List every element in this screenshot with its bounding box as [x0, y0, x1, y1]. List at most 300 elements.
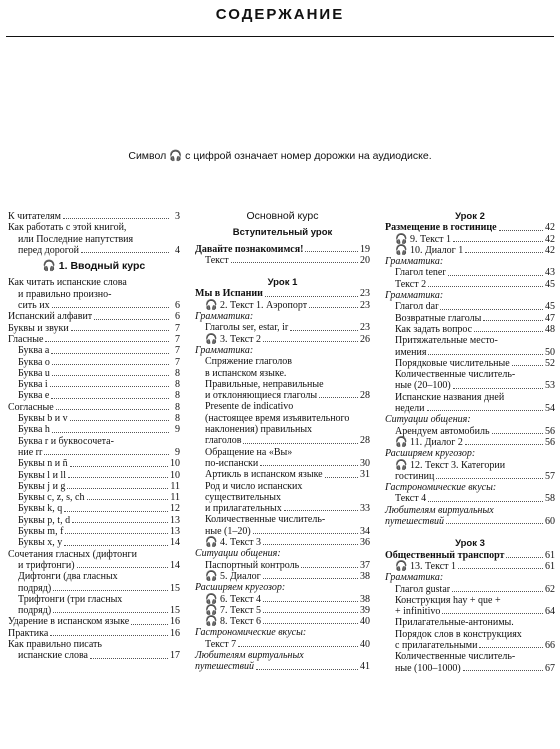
page-number: 23	[360, 288, 370, 300]
toc-entry[interactable]	[385, 482, 555, 493]
toc-entry[interactable]	[8, 402, 180, 413]
toc-entry[interactable]	[8, 650, 180, 661]
toc-entry[interactable]	[195, 650, 370, 661]
dot-leader	[50, 635, 168, 636]
toc-entry[interactable]	[195, 548, 370, 559]
toc-entry[interactable]	[195, 345, 370, 356]
toc-entry[interactable]	[385, 561, 555, 572]
toc-entry-title: Грамматика:	[385, 290, 444, 302]
toc-entry-title: Количественные числитель-	[395, 651, 516, 663]
page-number: 43	[545, 267, 555, 279]
toc-entry-title: по-испански	[205, 457, 259, 469]
toc-entry[interactable]	[195, 661, 370, 672]
toc-entry-title: Буквы c, z, s, ch	[18, 492, 85, 504]
toc-entry[interactable]	[195, 560, 370, 571]
toc-entry[interactable]	[385, 493, 555, 504]
dot-leader	[265, 296, 358, 297]
toc-entry[interactable]	[195, 300, 370, 311]
dot-leader	[512, 365, 543, 366]
toc-entry-title: Буквы и звуки	[8, 322, 69, 334]
toc-entry[interactable]	[385, 414, 555, 425]
toc-entry[interactable]	[385, 437, 555, 448]
toc-entry-title: Испанский алфавит	[8, 311, 93, 323]
page-number: 23	[360, 299, 370, 311]
page-number: 60	[545, 516, 555, 528]
toc-entry-title: Как правильно писать	[8, 638, 102, 650]
toc-entry-title: 🎧 2. Текст 1. Аэропорт	[205, 299, 308, 311]
toc-entry[interactable]	[8, 628, 180, 639]
page-number: 11	[170, 492, 180, 504]
dot-leader	[51, 353, 169, 354]
page-number: 42	[545, 222, 555, 234]
dot-leader	[474, 331, 543, 332]
page-number: 7	[175, 333, 180, 345]
toc-entry[interactable]	[195, 605, 370, 616]
toc-entry-title: Presente de indicativo	[205, 401, 294, 413]
toc-entry-title: Гласные	[8, 333, 44, 345]
toc-entry[interactable]	[195, 594, 370, 605]
page-number: 7	[175, 345, 180, 357]
toc-entry-title: 🎧 8. Текст 6	[205, 616, 262, 628]
dot-leader	[465, 252, 543, 253]
toc-entry-title: Буквы j и g	[18, 480, 66, 492]
page-number: 61	[545, 560, 555, 572]
toc-entry-title: Обращение на «Вы»	[205, 446, 293, 458]
toc-entry-title: Буква h	[18, 424, 50, 436]
toc-entry[interactable]	[195, 255, 370, 266]
toc-entry[interactable]	[385, 245, 555, 256]
toc-entry-title: Дифтонги (два гласных	[18, 571, 118, 583]
toc-entry[interactable]	[8, 390, 180, 401]
dot-leader	[428, 354, 543, 355]
toc-entry[interactable]	[385, 403, 555, 414]
toc-entry[interactable]	[8, 526, 180, 537]
toc-entry[interactable]	[195, 311, 370, 322]
toc-entry-title: ные (100–1000)	[395, 662, 461, 674]
toc-entry[interactable]	[8, 549, 180, 560]
toc-entry-title: Конструкция hay + que +	[395, 594, 501, 606]
toc-entry-title: 🎧 13. Текст 1	[395, 560, 457, 572]
page-number: 4	[175, 244, 180, 256]
toc-entry[interactable]	[8, 458, 180, 469]
toc-entry[interactable]	[8, 311, 180, 322]
dot-leader	[427, 410, 543, 411]
toc-entry[interactable]	[8, 447, 180, 458]
toc-entry[interactable]	[385, 290, 555, 301]
toc-entry-title: Буквы n и ñ	[18, 458, 68, 470]
toc-entry[interactable]	[8, 300, 180, 311]
toc-entry[interactable]	[195, 379, 370, 390]
page-number: 17	[170, 650, 180, 662]
toc-entry[interactable]	[8, 357, 180, 368]
page-number: 37	[360, 559, 370, 571]
toc-entry[interactable]	[8, 211, 180, 222]
audio-note: Символ 🎧 с цифрой означает номер дорожки на аудиодиске.	[128, 150, 432, 162]
dot-leader	[72, 522, 168, 523]
toc-entry[interactable]	[385, 606, 555, 617]
toc-entry[interactable]	[385, 234, 555, 245]
toc-entry-title: Буквы l и ll	[18, 469, 66, 481]
toc-entry-title: Ситуации общения:	[195, 548, 281, 560]
dot-leader	[71, 330, 169, 331]
toc-entry-title: Буквы b и v	[18, 413, 68, 425]
toc-entry[interactable]	[8, 222, 180, 233]
toc-entry-title: Артикль в испанском языке	[205, 469, 323, 481]
toc-entry[interactable]	[195, 582, 370, 593]
toc-entry[interactable]	[8, 560, 180, 571]
toc-entry-title: Гастрономические вкусы:	[195, 627, 307, 639]
toc-entry-title: наклонения) правильных	[205, 424, 313, 436]
toc-entry-title: Род и число испанских	[205, 480, 303, 492]
toc-entry[interactable]	[8, 616, 180, 627]
dot-leader	[499, 230, 543, 231]
toc-entry-title: и правильно произно-	[18, 288, 112, 300]
toc-column-2	[195, 211, 370, 673]
toc-entry[interactable]	[195, 435, 370, 446]
page-number: 16	[170, 616, 180, 628]
dot-leader	[263, 601, 358, 602]
toc-entry[interactable]	[8, 245, 180, 256]
page-number: 66	[545, 639, 555, 651]
toc-entry[interactable]	[195, 458, 370, 469]
toc-entry-title: и отклоняющиеся глаголы	[205, 390, 318, 402]
page-number: 7	[175, 356, 180, 368]
toc-entry-title: Любителям виртуальных	[385, 504, 494, 516]
page-number: 52	[545, 357, 555, 369]
section-heading: Урок 3	[455, 538, 485, 550]
toc-entry[interactable]	[385, 279, 555, 290]
page-number: 8	[175, 367, 180, 379]
toc-entry-title: путешествий	[385, 516, 444, 528]
page-number: 45	[545, 301, 555, 313]
toc-entry-title: Ситуации общения:	[385, 414, 471, 426]
toc-entry-title: подряд)	[18, 582, 52, 594]
toc-entry-title: сить их	[18, 300, 50, 312]
toc-entry-title: Трифтонги (три гласных	[18, 593, 123, 605]
dot-leader	[463, 670, 543, 671]
toc-entry[interactable]	[195, 356, 370, 367]
toc-entry[interactable]	[195, 424, 370, 435]
page-number: 36	[360, 537, 370, 549]
toc-entry[interactable]	[385, 550, 555, 561]
dot-leader	[52, 307, 169, 308]
page-number: 3	[175, 211, 180, 222]
toc-entry[interactable]	[195, 368, 370, 379]
dot-leader	[305, 251, 358, 252]
dot-leader	[81, 252, 169, 253]
toc-entry[interactable]	[385, 426, 555, 437]
toc-entry-title: Испанские названия дней	[395, 391, 505, 403]
toc-entry[interactable]	[8, 234, 180, 245]
dot-leader	[263, 578, 358, 579]
toc-entry[interactable]	[385, 663, 555, 674]
dot-leader	[256, 669, 358, 670]
toc-entry-title: Общественный транспорт	[385, 549, 505, 561]
toc-entry-title: Паспортный контроль	[205, 559, 300, 571]
toc-entry[interactable]	[195, 447, 370, 458]
page-number: 38	[360, 570, 370, 582]
page-number: 57	[545, 470, 555, 482]
page-number: 26	[360, 333, 370, 345]
page-number: 9	[175, 446, 180, 458]
toc-entry[interactable]	[385, 505, 555, 516]
toc-entry-title: в испанском языке.	[205, 367, 287, 379]
toc-entry-title: Грамматика:	[195, 311, 254, 323]
dot-leader	[442, 613, 543, 614]
toc-entry[interactable]	[195, 469, 370, 480]
dot-leader	[290, 330, 358, 331]
toc-entry[interactable]	[385, 460, 555, 471]
toc-entry[interactable]	[195, 616, 370, 627]
toc-entry[interactable]	[8, 571, 180, 582]
toc-entry[interactable]	[8, 515, 180, 526]
dot-leader	[284, 510, 358, 511]
toc-entry[interactable]	[8, 436, 180, 447]
toc-entry[interactable]	[385, 629, 555, 640]
toc-entry[interactable]	[8, 323, 180, 334]
dot-leader	[260, 465, 358, 466]
toc-entry-title: 🎧 6. Текст 4	[205, 593, 262, 605]
section-heading: 🎧 1. Вводный курс	[42, 260, 146, 273]
dot-leader	[453, 388, 543, 389]
page-number: 67	[545, 662, 555, 674]
toc-entry-title: и трифтонги)	[18, 559, 75, 571]
toc-entry[interactable]	[8, 379, 180, 390]
dot-leader	[453, 241, 543, 242]
spacer	[195, 266, 370, 277]
toc-entry[interactable]	[385, 471, 555, 482]
toc-entry-title: Расширяем кругозор:	[385, 448, 476, 460]
toc-entry[interactable]	[195, 390, 370, 401]
dot-leader	[87, 499, 169, 500]
title-divider	[6, 36, 554, 37]
toc-entry[interactable]	[385, 640, 555, 651]
toc-entry-title: Глагол gustar	[395, 583, 451, 595]
toc-entry[interactable]	[8, 503, 180, 514]
dot-leader	[231, 262, 358, 263]
toc-entry-title: глаголов	[205, 435, 242, 447]
toc-entry[interactable]	[8, 470, 180, 481]
page-number: 48	[545, 323, 555, 335]
page-number: 31	[360, 469, 370, 481]
section-heading: Урок 2	[455, 211, 485, 222]
toc-entry[interactable]	[8, 492, 180, 503]
toc-entry[interactable]	[385, 358, 555, 369]
toc-entry-title: перед дорогой	[18, 244, 79, 256]
toc-entry-title: Глагол tener	[395, 267, 446, 279]
dot-leader	[428, 286, 543, 287]
toc-entry-title: Прилагательные-антонимы.	[395, 617, 514, 629]
dot-leader	[319, 397, 358, 398]
toc-entry-title: существительных	[205, 491, 282, 503]
dot-leader	[263, 544, 358, 545]
toc-entry-title: 🎧 5. Диалог	[205, 570, 261, 582]
toc-entry[interactable]	[385, 324, 555, 335]
toc-entry-title: Буквы p, t, d	[18, 514, 71, 526]
toc-entry[interactable]	[385, 595, 555, 606]
toc-entry[interactable]	[385, 347, 555, 358]
page-number: 6	[175, 311, 180, 323]
page-number: 13	[170, 514, 180, 526]
page-number: 34	[360, 525, 370, 537]
page-number: 6	[175, 300, 180, 312]
page-number: 28	[360, 435, 370, 447]
toc-entry[interactable]	[8, 345, 180, 356]
dot-leader	[53, 590, 168, 591]
toc-entry[interactable]	[385, 448, 555, 459]
dot-leader	[243, 443, 358, 444]
dot-leader	[428, 501, 543, 502]
page-number: 14	[170, 559, 180, 571]
toc-entry-title: Согласные	[8, 401, 54, 413]
page-number: 14	[170, 537, 180, 549]
toc-entry-title: Буква o	[18, 356, 50, 368]
toc-entry[interactable]	[195, 492, 370, 503]
toc-entry-title: и прилагательных	[205, 503, 282, 515]
page-number: 9	[175, 424, 180, 436]
toc-entry[interactable]	[8, 481, 180, 492]
dot-leader	[63, 218, 169, 219]
toc-entry[interactable]	[385, 572, 555, 583]
toc-entry[interactable]	[385, 301, 555, 312]
page-number: 10	[170, 469, 180, 481]
toc-entry[interactable]	[195, 503, 370, 514]
toc-entry[interactable]	[195, 401, 370, 412]
toc-entry[interactable]	[8, 605, 180, 616]
toc-entry-title: Ударение в испанском языке	[8, 616, 130, 628]
toc-entry-title: гостиниц	[395, 470, 435, 482]
dot-leader	[64, 511, 168, 512]
dot-leader	[440, 309, 543, 310]
toc-entry-title: Арендуем автомобиль	[395, 425, 490, 437]
dot-leader	[64, 545, 168, 546]
toc-entry-title: Правильные, неправильные	[205, 378, 324, 390]
toc-entry[interactable]	[385, 392, 555, 403]
toc-entry-title: или Последние напутствия	[18, 233, 134, 245]
page-number: 12	[170, 503, 180, 515]
toc-entry-title: Сочетания гласных (дифтонги	[8, 548, 137, 560]
toc-entry[interactable]	[8, 583, 180, 594]
toc-entry-title: Как задать вопрос	[395, 323, 473, 335]
toc-entry-title: Текст	[205, 254, 229, 266]
toc-entry[interactable]	[195, 288, 370, 299]
dot-leader	[68, 477, 168, 478]
toc-entry[interactable]	[195, 481, 370, 492]
dot-leader	[51, 398, 169, 399]
toc-entry-title: Размещение в гостинице	[385, 222, 497, 234]
toc-entry-title: 🎧 3. Текст 2	[205, 333, 262, 345]
toc-entry[interactable]	[385, 267, 555, 278]
toc-entry-title: Буква u	[18, 367, 50, 379]
toc-entry[interactable]	[195, 514, 370, 525]
dot-leader	[77, 567, 168, 568]
toc-entry[interactable]	[8, 277, 180, 288]
toc-entry[interactable]	[385, 617, 555, 628]
toc-entry[interactable]	[8, 334, 180, 345]
dot-leader	[446, 523, 543, 524]
toc-entry[interactable]	[385, 380, 555, 391]
dot-leader	[65, 533, 168, 534]
toc-entry[interactable]	[8, 424, 180, 435]
page-number: 15	[170, 605, 180, 617]
page-number: 58	[545, 493, 555, 505]
toc-entry[interactable]	[385, 369, 555, 380]
toc-entry[interactable]	[385, 313, 555, 324]
dot-leader	[52, 375, 169, 376]
toc-entry-title: К читателям	[8, 211, 61, 222]
toc-entry[interactable]	[195, 526, 370, 537]
toc-entry[interactable]	[195, 571, 370, 582]
toc-entry-title: недели	[395, 403, 425, 415]
toc-entry[interactable]	[195, 413, 370, 424]
toc-entry[interactable]	[385, 584, 555, 595]
toc-entry[interactable]	[385, 516, 555, 527]
toc-entry-title: Давайте познакомимся!	[195, 243, 304, 255]
page-number: 11	[170, 480, 180, 492]
toc-entry[interactable]	[195, 334, 370, 345]
page-number: 53	[545, 380, 555, 392]
toc-entry[interactable]	[195, 322, 370, 333]
dot-leader	[253, 533, 358, 534]
dot-leader	[45, 341, 169, 342]
dot-leader	[325, 477, 358, 478]
toc-entry-title: Порядок слов в конструкциях	[395, 628, 522, 640]
dot-leader	[263, 612, 358, 613]
dot-leader	[436, 478, 543, 479]
toc-entry[interactable]	[385, 256, 555, 267]
toc-entry[interactable]	[8, 594, 180, 605]
toc-entry-title: Буква r и буквосочета-	[18, 435, 114, 447]
dot-leader	[53, 612, 168, 613]
page-number: 56	[545, 436, 555, 448]
dot-leader	[56, 409, 169, 410]
toc-entry[interactable]	[8, 639, 180, 650]
toc-entry[interactable]	[195, 244, 370, 255]
toc-entry[interactable]	[385, 335, 555, 346]
dot-leader	[263, 623, 358, 624]
page-number: 64	[545, 606, 555, 618]
page-number: 8	[175, 413, 180, 425]
dot-leader	[483, 320, 543, 321]
toc-entry[interactable]	[195, 627, 370, 638]
dot-leader	[458, 568, 543, 569]
dot-leader	[50, 386, 169, 387]
page-number: 39	[360, 604, 370, 616]
dot-leader	[67, 488, 168, 489]
toc-entry[interactable]	[8, 537, 180, 548]
dot-leader	[238, 646, 358, 647]
toc-entry[interactable]	[8, 289, 180, 300]
toc-entry-title: Как читать испанские слова	[8, 277, 127, 289]
toc-entry[interactable]	[195, 537, 370, 548]
toc-entry[interactable]	[385, 651, 555, 662]
dot-leader	[44, 454, 169, 455]
toc-entry[interactable]	[8, 413, 180, 424]
toc-entry[interactable]	[8, 368, 180, 379]
dot-leader	[465, 444, 543, 445]
page-number: 54	[545, 403, 555, 415]
toc-entry-title: Количественные числитель-	[205, 514, 326, 526]
dot-leader	[263, 341, 358, 342]
toc-entry[interactable]	[385, 222, 555, 233]
toc-entry-title: Возвратные глаголы	[395, 312, 482, 324]
toc-entry[interactable]	[195, 639, 370, 650]
page-number: 15	[170, 582, 180, 594]
toc-entry-title: с прилагательными	[395, 639, 478, 651]
toc-entry-title: подряд)	[18, 605, 52, 617]
page-number: 16	[170, 627, 180, 639]
section-heading: Урок 1	[267, 277, 298, 289]
